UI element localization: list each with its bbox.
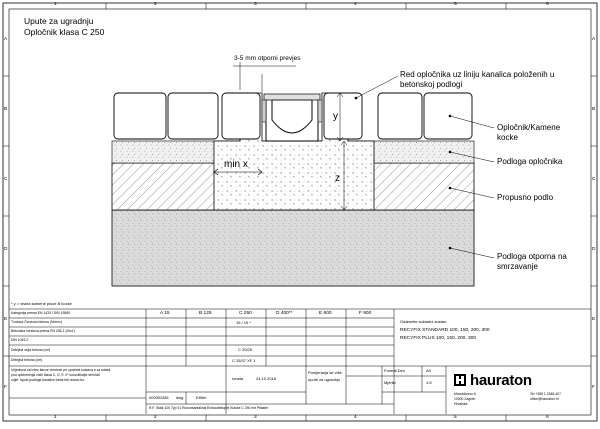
col-mark-1: 1 <box>54 2 57 7</box>
callout-red-2: betonskoj podlogi <box>400 80 463 89</box>
row-mark-a-right: A <box>592 37 596 42</box>
datum-value: 24.10.2018 <box>256 376 277 381</box>
note-line-1: Vrijednost za izbor tlacne cvrstoce pri upotrebi sustava a za odabir <box>11 368 111 372</box>
callout-otporna-1: Podloga otporna na <box>497 252 567 261</box>
address-1: Mandolicevo 6 <box>454 392 476 396</box>
address-3: Hrvatska <box>454 402 468 406</box>
row-mark-c: C <box>4 177 8 182</box>
row-mark-c-right: C <box>592 177 596 182</box>
row-mark-d: D <box>4 247 8 252</box>
format-value: A4 <box>426 368 431 373</box>
row-mark-b-right: B <box>592 107 596 112</box>
col-mark-5-bottom: 5 <box>454 415 457 420</box>
doc-number: 000002851 <box>149 395 170 400</box>
scale-value: 1:5 <box>426 380 432 385</box>
doc-suffix: dwg <box>176 395 184 400</box>
row-mark-e: E <box>4 317 8 322</box>
col-mark-3: 3 <box>254 2 257 7</box>
c-value-din: C 25/37 XF 1 <box>232 358 256 363</box>
col-mark-4: 4 <box>354 2 357 7</box>
class-c250: C 250 <box>239 311 252 316</box>
callout-propusno: Propusno podlo <box>497 193 554 202</box>
callout-oplocnik-2: kocke <box>497 133 518 142</box>
note-line-3: odjel. Ispod podloge kanalice treba biti nosivo tlo. <box>11 378 85 382</box>
col-mark-4-bottom: 4 <box>354 415 357 420</box>
recyfix-line-2: RECYFIX PLUS 100, 150, 200, 300 <box>400 336 476 341</box>
c-value-concrete: C 20/25 <box>238 347 253 352</box>
recyfix-title: Odaberite sukladni sustav: <box>400 319 448 324</box>
class-e600: E 600 <box>319 311 332 316</box>
contact-phone: Tel +385 1 3348-407 <box>530 392 562 396</box>
row-mark-f: F <box>4 385 7 390</box>
dim-overhang <box>233 62 296 92</box>
hauraton-logo-mark <box>454 374 466 386</box>
rel-note-2: upute za ugradnju <box>308 377 341 382</box>
row-label-thickness-layer: Debljina sloja betona (cm) <box>11 348 51 352</box>
col-mark-6: 6 <box>546 2 549 7</box>
y-label: y <box>333 111 338 122</box>
scale-label: Mjerilo <box>384 380 396 385</box>
z-label: z <box>335 173 340 184</box>
col-mark-2-bottom: 2 <box>154 415 157 420</box>
row-mark-f-right: F <box>592 385 595 390</box>
min-x-label: min x <box>224 159 248 170</box>
callout-red-1: Red opločnika uz liniju kanalica položenih u <box>400 70 555 79</box>
company-wordmark: hauraton <box>470 372 532 389</box>
col-mark-1-bottom: 1 <box>54 415 57 420</box>
format-label: Format Dim <box>384 368 405 373</box>
footnote: * y = visina kamene ploce ili kocke <box>11 301 72 306</box>
row-label-category: Kategorija prema EN 1433 / DIN 19580 <box>11 311 70 315</box>
callout-otporna-2: smrzavanje <box>497 262 538 271</box>
class-d400: D 400** <box>276 311 293 316</box>
row-mark-b: B <box>4 107 8 112</box>
col-mark-6-bottom: 6 <box>546 415 549 420</box>
pavers-left <box>114 93 260 139</box>
col-mark-5: 5 <box>454 2 457 7</box>
datum-label: Izrada <box>232 376 244 381</box>
title-line-2: Opločnik klasa C 250 <box>24 27 105 37</box>
contact-email: office@hauraton.hr <box>530 397 559 401</box>
title-line-1: Upute za ugradnju <box>24 16 94 26</box>
class-a15: A 15 <box>160 311 170 316</box>
row-mark-e-right: E <box>592 317 596 322</box>
c-value-strength: 15 / 15 * <box>236 320 251 325</box>
callout-podloga: Podloga opločnika <box>497 157 563 166</box>
revision: E85m <box>196 395 207 400</box>
row-label-din: DIN 1045-2 <box>11 338 29 342</box>
frost-layer <box>112 210 474 286</box>
overhang-label: 3-5 mm otporni prevjes <box>234 55 301 62</box>
row-mark-a: A <box>4 37 8 42</box>
row-mark-d-right: D <box>592 247 596 252</box>
row-label-concrete: Betonska čvrstoća prema EN 206-1 (Dio1) <box>11 329 75 333</box>
note-line-2: pod opterecenja visih klasa C, D, E i F konzultirajte tehnicki <box>11 373 100 377</box>
rel-note-1: Pomjeranja se više <box>308 370 342 375</box>
class-f900: F 900 <box>359 311 372 316</box>
callout-oplocnik-1: Opločnik/Kamene <box>497 123 561 132</box>
drainage-channel <box>262 94 322 141</box>
grate <box>264 94 320 100</box>
recyfix-line-1: RECYFIX STANDARD 100, 150, 200, 300 <box>400 328 490 333</box>
address-2: 10000 Zagreb <box>454 397 476 401</box>
doc-description: R.F. Stalk 100 Typ 01 Roconsantalinal Einbaubeispiel Klasse C 250 mit Pflaster <box>149 406 269 410</box>
row-label-thickness: Debljina betona (cm) <box>11 358 43 362</box>
col-mark-2: 2 <box>154 2 157 7</box>
table-grid <box>9 309 591 414</box>
row-label-strength: Tvrdoća Čvrstoća betona (N/mm²) <box>11 320 63 324</box>
col-mark-3-bottom: 3 <box>254 415 257 420</box>
class-b125: B 125 <box>199 311 212 316</box>
